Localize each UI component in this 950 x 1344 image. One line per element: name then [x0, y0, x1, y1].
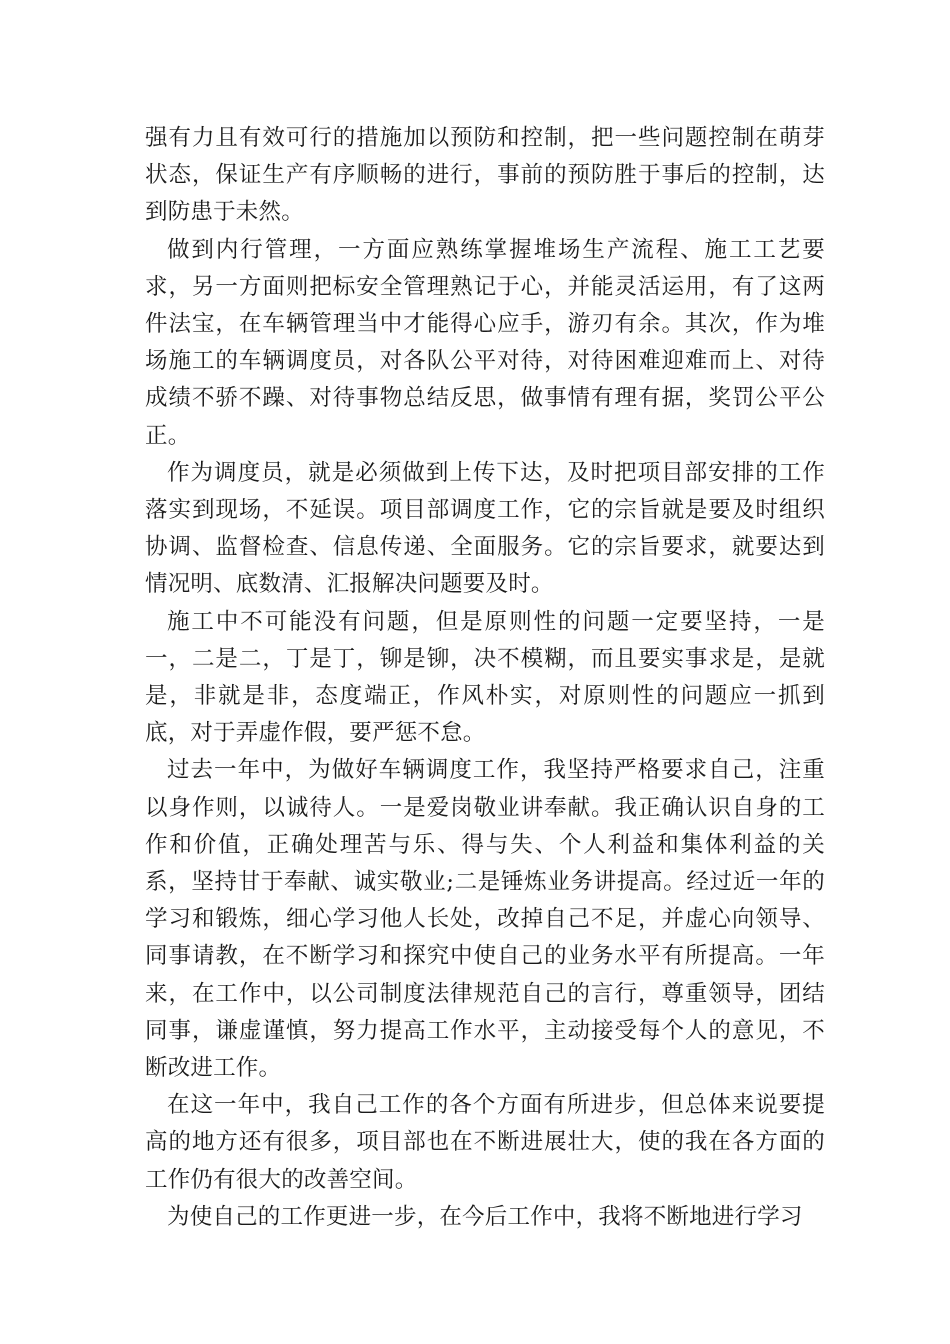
- paragraph-3: 作为调度员，就是必须做到上传下达，及时把项目部安排的工作落实到现场，不延误。项目部调度工作，它的宗旨就是要及时组织协调、监督检查、信息传递、全面服务。它的宗旨要求，就要达到情况明、底数清、汇报解决问题要及时。: [145, 459, 825, 598]
- paragraph-5: 过去一年中，为做好车辆调度工作，我坚持严格要求自己，注重以身作则，以诚待人。一是爱岗敬业讲奉献。我正确认识自身的工作和价值，正确处理苦与乐、得与失、个人利益和集体利益的关系，坚持甘于奉献、诚实敬业;二是锤炼业务讲提高。经过近一年的学习和锻炼，细心学习他人长处，改掉自己不足，并虚心向领导、同事请教，在不断学习和探究中使自己的业务水平有所提高。一年来，在工作中，以公司制度法律规范自己的言行，尊重领导，团结同事，谦虚谨慎，努力提高工作水平，主动接受每个人的意见，不断改进工作。: [145, 757, 825, 1082]
- paragraph-7: 为使自己的工作更进一步，在今后工作中，我将不断地进行学习: [167, 1203, 803, 1230]
- paragraph-2: 做到内行管理，一方面应熟练掌握堆场生产流程、施工工艺要求，另一方面则把标安全管理熟记于心，并能灵活运用，有了这两件法宝，在车辆管理当中才能得心应手，游刃有余。其次，作为堆场施工的车辆调度员，对各队公平对待，对待困难迎难而上、对待成绩不骄不躁、对待事物总结反思，做事情有理有据，奖罚公平公正。: [145, 236, 825, 449]
- paragraph-6: 在这一年中，我自己工作的各个方面有所进步，但总体来说要提高的地方还有很多，项目部也在不断进展壮大，使的我在各方面的工作仍有很大的改善空间。: [145, 1092, 825, 1193]
- document-body: [145, 120, 825, 1236]
- paragraph-4: 施工中不可能没有问题，但是原则性的问题一定要坚持，一是一，二是二，丁是丁，铆是铆，决不模糊，而且要实事求是，是就是，非就是非，态度端正，作风朴实，对原则性的问题应一抓到底，对于弄虚作假，要严惩不怠。: [145, 608, 825, 747]
- paragraph-1: 强有力且有效可行的措施加以预防和控制，把一些问题控制在萌芽状态，保证生产有序顺畅的进行，事前的预防胜于事后的控制，达到防患于未然。: [145, 125, 825, 226]
